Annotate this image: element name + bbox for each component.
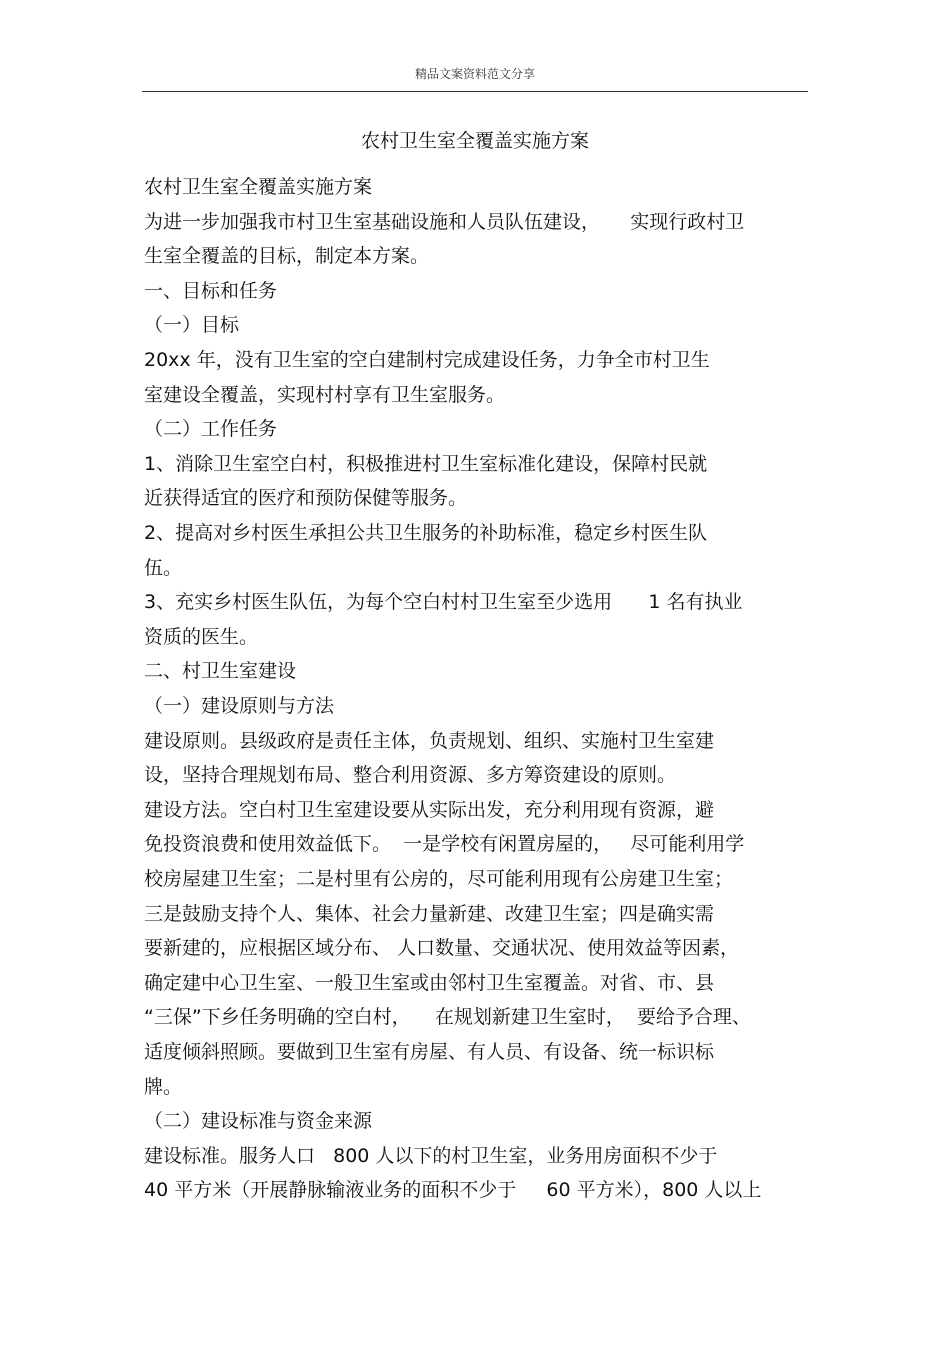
section-heading: 二、村卫生室建设: [144, 660, 297, 683]
body-line: 适度倾斜照顾。要做到卫生室有房屋、有人员、有设备、统一标识标: [144, 1041, 715, 1063]
body-line: 要新建的，应根据区域分布、 人口数量、交通状况、使用效益等因素，: [144, 937, 740, 960]
body-line: 伍。: [144, 556, 183, 579]
section-heading: 一、目标和任务: [144, 279, 278, 302]
body-line: 1、消除卫生室空白村，积极推进村卫生室标准化建设，保障村民就: [144, 452, 708, 475]
body-line: 2、提高对乡村医生承担公共卫生服务的补助标准，稳定乡村医生队: [144, 522, 708, 544]
body-line: 建设标准。服务人口 800 人以下的村卫生室，业务用房面积不少于: [144, 1144, 718, 1167]
body-line: 资质的医生。: [144, 625, 259, 648]
body-line: 20xx 年，没有卫生室的空白建制村完成建设任务，力争全市村卫生: [144, 349, 710, 371]
body-line: 3、充实乡村医生队伍，为每个空白村村卫生室至少选用 1 名有执业: [144, 591, 743, 614]
body-line: 免投资浪费和使用效益低下。 一是学校有闲置房屋的， 尽可能利用学: [144, 833, 745, 856]
body-line: 室建设全覆盖，实现村村享有卫生室服务。: [144, 383, 506, 406]
subsection-heading: （二）工作任务: [144, 418, 278, 441]
body-line: “三保”下乡任务明确的空白村， 在规划新建卫生室时， 要给予合理、: [144, 1006, 751, 1029]
body-line: 校房屋建卫生室；二是村里有公房的，尽可能利用现有公房建卫生室；: [144, 868, 734, 890]
subsection-heading: （一）建设原则与方法: [144, 695, 335, 717]
header-rule: [142, 91, 808, 92]
body-line: 设，坚持合理规划布局、整合利用资源、多方筹资建设的原则。: [144, 764, 677, 787]
page-header: 精品文案资料范文分享: [414, 67, 535, 81]
subsection-heading: （二）建设标准与资金来源: [144, 1110, 373, 1133]
body-line: 近获得适宜的医疗和预防保健等服务。: [144, 487, 468, 510]
body-line: 生室全覆盖的目标，制定本方案。: [144, 245, 430, 268]
body-line: 建设原则。县级政府是责任主体，负责规划、组织、实施村卫生室建: [144, 729, 715, 752]
body-line: 40 平方米（开展静脉输液业务的面积不少于 60 平方米），800 人以上: [144, 1179, 762, 1202]
body-line: 建设方法。空白村卫生室建设要从实际出发，充分利用现有资源，避: [144, 798, 715, 821]
subsection-heading: （一）目标: [144, 314, 240, 337]
body-line: 三是鼓励支持个人、集体、社会力量新建、改建卫生室；四是确实需: [144, 902, 715, 925]
document-title: 农村卫生室全覆盖实施方案: [360, 130, 589, 152]
body-line: 为进一步加强我市村卫生室基础设施和人员队伍建设， 实现行政村卫: [144, 210, 745, 233]
body-line: 牌。: [144, 1075, 183, 1098]
body-line: 确定建中心卫生室、一般卫生室或由邻村卫生室覆盖。对省、市、县: [144, 971, 715, 994]
body-line: 农村卫生室全覆盖实施方案: [144, 176, 373, 198]
